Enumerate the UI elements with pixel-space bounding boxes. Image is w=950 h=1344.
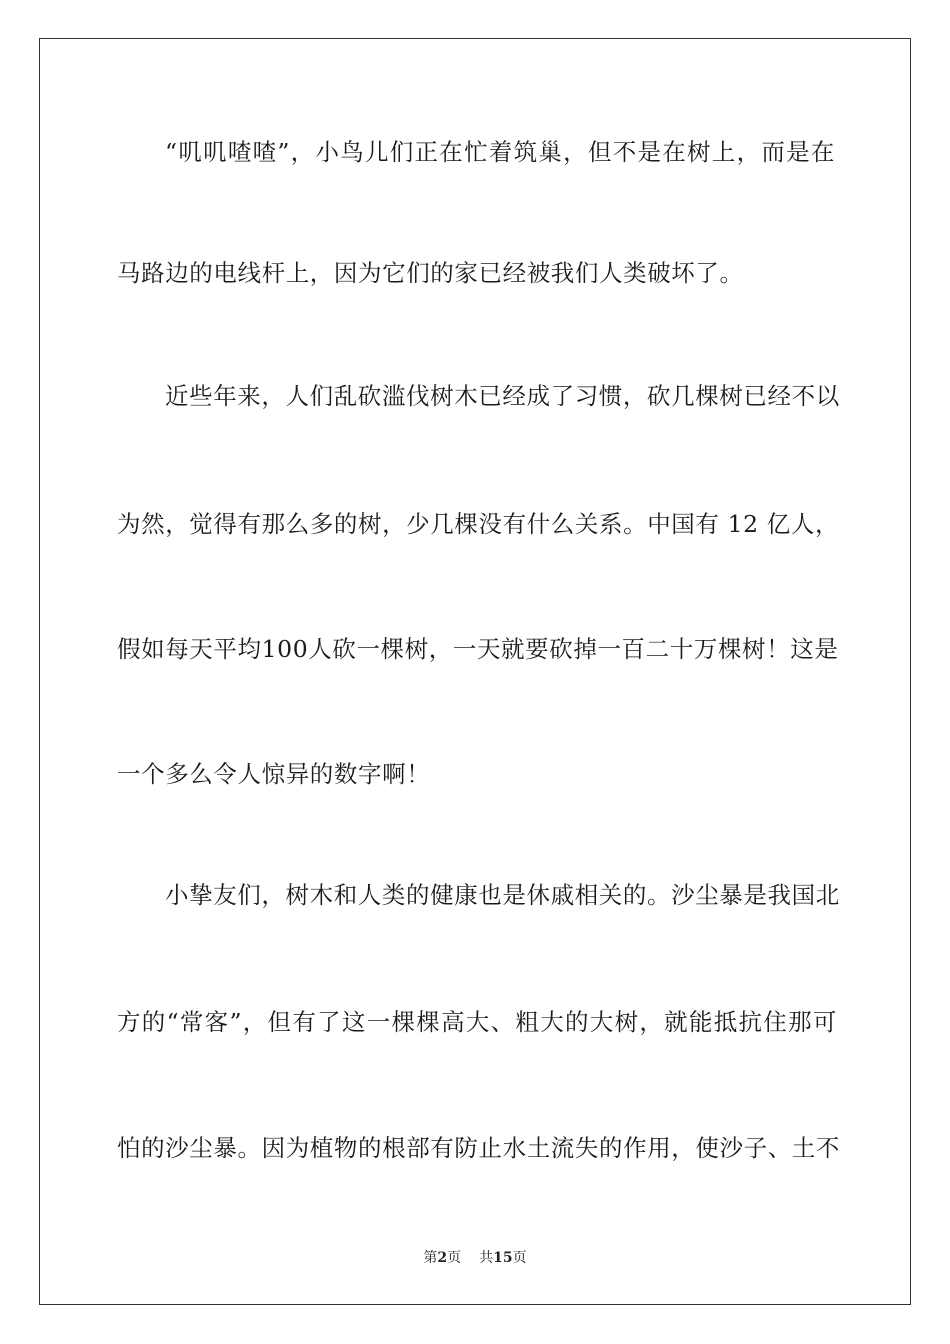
text-line-3: 近些年来，人们乱砍滥伐树木已经成了习惯，砍几棵树已经不以 xyxy=(165,382,840,410)
text-line-8: 方的“常客”，但有了这一棵棵高大、粗大的大树，就能抵抗住那可 xyxy=(117,1008,837,1036)
total-pages-number: 15 xyxy=(493,1250,513,1266)
page-border xyxy=(39,38,911,1305)
text-line-4: 为然，觉得有那么多的树，少几棵没有什么关系。中国有 12 亿人， xyxy=(117,510,840,538)
text-line-2: 马路边的电线杆上，因为它们的家已经被我们人类破坏了。 xyxy=(117,259,744,287)
current-page-number: 2 xyxy=(437,1250,448,1266)
total-label-prefix: 共 xyxy=(479,1250,494,1266)
page-footer xyxy=(0,1247,950,1267)
page-label-suffix: 页 xyxy=(447,1250,462,1266)
text-line-7: 小挚友们，树木和人类的健康也是休戚相关的。沙尘暴是我国北 xyxy=(165,881,840,909)
text-line-9: 怕的沙尘暴。因为植物的根部有防止水土流失的作用，使沙子、土不 xyxy=(117,1134,840,1162)
page-label-prefix: 第 xyxy=(423,1250,438,1266)
text-line-1: “叽叽喳喳”，小鸟儿们正在忙着筑巢，但不是在树上，而是在 xyxy=(165,138,835,166)
text-line-6: 一个多么令人惊异的数字啊！ xyxy=(117,760,431,788)
total-label-suffix: 页 xyxy=(512,1250,527,1266)
text-line-5: 假如每天平均100人砍一棵树，一天就要砍掉一百二十万棵树！这是 xyxy=(117,635,839,663)
